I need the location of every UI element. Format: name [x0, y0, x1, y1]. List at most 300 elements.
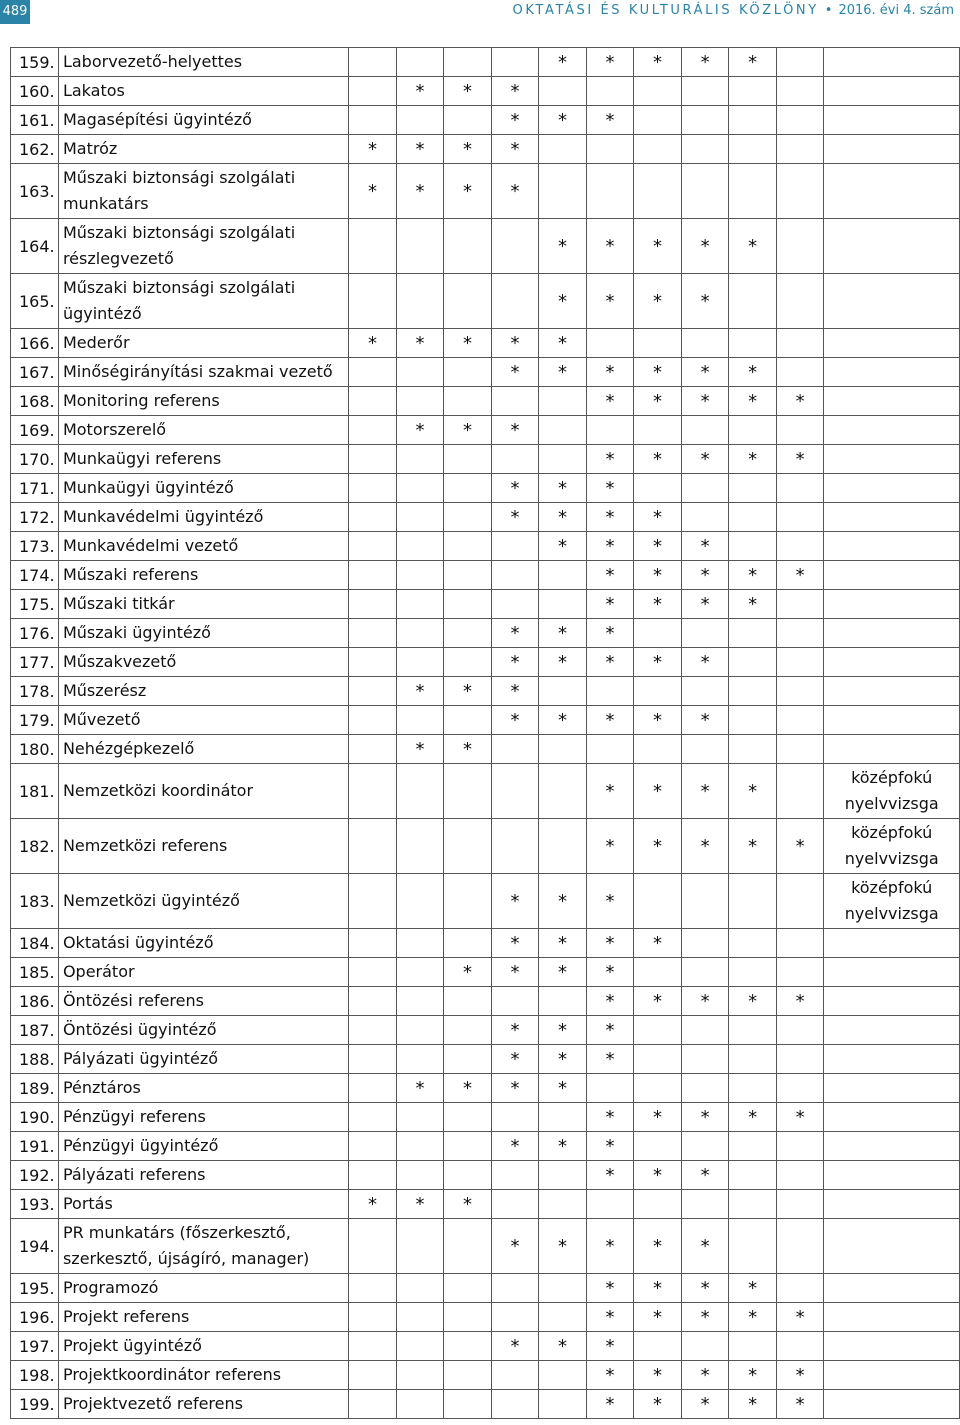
grade-cell [539, 387, 587, 416]
requirement-note [824, 1016, 960, 1045]
grade-cell [349, 648, 397, 677]
grade-cell [444, 706, 492, 735]
page-number: 489 [0, 0, 30, 24]
grade-cell [349, 590, 397, 619]
job-title: Műszaki biztonsági szolgálati részlegvezető [58, 219, 348, 274]
grade-cell: * [586, 764, 634, 819]
grade-cell [396, 819, 444, 874]
grade-cell [396, 219, 444, 274]
job-title: Projektkoordinátor referens [58, 1361, 348, 1390]
grade-cell: * [681, 987, 729, 1016]
grade-cell [349, 706, 397, 735]
table-row [11, 874, 960, 929]
grade-cell [586, 1190, 634, 1219]
row-number: 187. [11, 1016, 59, 1045]
grade-cell [396, 1219, 444, 1274]
requirement-note [824, 274, 960, 329]
grade-cell [729, 416, 777, 445]
requirement-note [824, 532, 960, 561]
grade-cell: * [681, 1219, 729, 1274]
grade-cell: * [586, 706, 634, 735]
table-row [11, 987, 960, 1016]
grade-cell [491, 1190, 539, 1219]
grade-cell [444, 1274, 492, 1303]
grade-cell [729, 1219, 777, 1274]
grade-cell [729, 735, 777, 764]
grade-cell [444, 503, 492, 532]
grade-cell [396, 1274, 444, 1303]
grade-cell [729, 77, 777, 106]
grade-cell [491, 1390, 539, 1419]
grade-cell [634, 1045, 682, 1074]
grade-cell: * [444, 1190, 492, 1219]
grade-cell: * [444, 677, 492, 706]
grade-cell: * [539, 648, 587, 677]
row-number: 162. [11, 135, 59, 164]
grade-cell [539, 590, 587, 619]
grade-cell: * [681, 274, 729, 329]
grade-cell: * [539, 503, 587, 532]
grade-cell: * [681, 764, 729, 819]
requirement-note [824, 590, 960, 619]
grade-cell: * [539, 532, 587, 561]
grade-cell [349, 735, 397, 764]
row-number: 182. [11, 819, 59, 874]
grade-cell: * [586, 503, 634, 532]
grade-cell: * [586, 1016, 634, 1045]
requirement-note [824, 619, 960, 648]
grade-cell [491, 764, 539, 819]
grade-cell: * [729, 987, 777, 1016]
requirement-note: középfokú nyelvvizsga [824, 874, 960, 929]
job-title: Műszaki biztonsági szolgálati ügyintéző [58, 274, 348, 329]
requirement-note [824, 474, 960, 503]
grade-cell [681, 958, 729, 987]
table-row [11, 648, 960, 677]
grade-cell [539, 164, 587, 219]
grade-cell: * [539, 48, 587, 77]
row-number: 197. [11, 1332, 59, 1361]
grade-cell: * [634, 819, 682, 874]
grade-cell: * [729, 561, 777, 590]
row-number: 167. [11, 358, 59, 387]
grade-cell [349, 416, 397, 445]
grade-cell: * [586, 1103, 634, 1132]
row-number: 186. [11, 987, 59, 1016]
grade-cell: * [349, 164, 397, 219]
row-number: 164. [11, 219, 59, 274]
grade-cell [396, 503, 444, 532]
grade-cell [396, 445, 444, 474]
grade-cell: * [491, 329, 539, 358]
grade-cell [349, 929, 397, 958]
grade-cell [729, 619, 777, 648]
grade-cell [349, 1332, 397, 1361]
grade-cell [491, 274, 539, 329]
grade-cell: * [349, 135, 397, 164]
grade-cell: * [586, 1332, 634, 1361]
grade-cell: * [776, 561, 824, 590]
grade-cell: * [681, 1303, 729, 1332]
grade-cell [729, 532, 777, 561]
grade-cell [349, 1016, 397, 1045]
grade-cell: * [586, 1219, 634, 1274]
grade-cell [776, 648, 824, 677]
grade-cell [729, 329, 777, 358]
grade-cell [349, 1303, 397, 1332]
grade-cell [729, 874, 777, 929]
grade-cell [396, 590, 444, 619]
grade-cell [539, 445, 587, 474]
journal-title-line [512, 3, 954, 18]
grade-cell: * [539, 358, 587, 387]
grade-cell [776, 106, 824, 135]
row-number: 189. [11, 1074, 59, 1103]
grade-cell: * [491, 929, 539, 958]
job-title: Öntözési referens [58, 987, 348, 1016]
grade-cell [444, 619, 492, 648]
grade-cell [396, 48, 444, 77]
grade-cell [491, 1361, 539, 1390]
requirement-note [824, 164, 960, 219]
requirement-note [824, 1045, 960, 1074]
grade-cell [586, 416, 634, 445]
grade-cell [539, 764, 587, 819]
row-number: 198. [11, 1361, 59, 1390]
requirement-note [824, 929, 960, 958]
grade-cell [776, 219, 824, 274]
grade-cell [491, 387, 539, 416]
table-row [11, 1190, 960, 1219]
row-number: 166. [11, 329, 59, 358]
grade-cell [444, 929, 492, 958]
grade-cell [444, 590, 492, 619]
grade-cell [349, 561, 397, 590]
grade-cell: * [634, 1303, 682, 1332]
grade-cell: * [444, 735, 492, 764]
requirement-note [824, 1190, 960, 1219]
table-row [11, 445, 960, 474]
grade-cell [776, 358, 824, 387]
grade-cell [681, 164, 729, 219]
grade-cell: * [681, 1103, 729, 1132]
grade-cell [444, 1361, 492, 1390]
grade-cell [491, 1274, 539, 1303]
grade-cell [681, 1045, 729, 1074]
grade-cell [586, 329, 634, 358]
grade-cell: * [491, 358, 539, 387]
table-row [11, 677, 960, 706]
table-row [11, 1161, 960, 1190]
grade-cell: * [396, 1074, 444, 1103]
job-title: Portás [58, 1190, 348, 1219]
grade-cell [729, 1074, 777, 1103]
grade-cell: * [634, 532, 682, 561]
grade-cell: * [681, 387, 729, 416]
job-title: Munkaügyi ügyintéző [58, 474, 348, 503]
grade-cell: * [491, 706, 539, 735]
grade-cell [776, 416, 824, 445]
table-row [11, 329, 960, 358]
grade-cell [776, 619, 824, 648]
table-row [11, 929, 960, 958]
grade-cell: * [729, 1303, 777, 1332]
job-title: Nemzetközi ügyintéző [58, 874, 348, 929]
grade-cell [396, 561, 444, 590]
grade-cell [681, 677, 729, 706]
grade-cell [444, 387, 492, 416]
grade-cell [349, 987, 397, 1016]
grade-cell [396, 619, 444, 648]
table-row [11, 274, 960, 329]
grade-cell [681, 1074, 729, 1103]
table-row [11, 764, 960, 819]
grade-cell [681, 135, 729, 164]
grade-cell [444, 1103, 492, 1132]
grade-cell [539, 561, 587, 590]
grade-cell: * [634, 764, 682, 819]
grade-cell [729, 929, 777, 958]
row-number: 196. [11, 1303, 59, 1332]
grade-cell [349, 1161, 397, 1190]
grade-cell: * [729, 819, 777, 874]
grade-cell [491, 1103, 539, 1132]
grade-cell [729, 503, 777, 532]
grade-cell: * [586, 219, 634, 274]
grade-cell: * [729, 445, 777, 474]
grade-cell: * [586, 1132, 634, 1161]
grade-cell: * [539, 874, 587, 929]
grade-cell [349, 1361, 397, 1390]
grade-cell: * [586, 1045, 634, 1074]
grade-cell [539, 987, 587, 1016]
grade-cell: * [681, 819, 729, 874]
grade-cell: * [776, 819, 824, 874]
grade-cell [349, 677, 397, 706]
grade-cell: * [444, 1074, 492, 1103]
job-title: Laborvezető-helyettes [58, 48, 348, 77]
grade-cell [444, 1016, 492, 1045]
grade-cell [634, 106, 682, 135]
row-number: 184. [11, 929, 59, 958]
grade-cell [634, 958, 682, 987]
grade-cell [776, 1190, 824, 1219]
grade-cell [396, 1332, 444, 1361]
requirement-note: középfokú nyelvvizsga [824, 764, 960, 819]
grade-cell: * [634, 358, 682, 387]
grade-cell [776, 958, 824, 987]
grade-cell [539, 135, 587, 164]
grade-cell [634, 735, 682, 764]
grade-cell: * [634, 1161, 682, 1190]
row-number: 178. [11, 677, 59, 706]
grade-cell [349, 77, 397, 106]
grade-cell: * [729, 48, 777, 77]
grade-cell [776, 1161, 824, 1190]
grade-cell: * [681, 1390, 729, 1419]
grade-cell [444, 648, 492, 677]
grade-cell [539, 1190, 587, 1219]
grade-cell [349, 445, 397, 474]
grade-cell: * [634, 1103, 682, 1132]
grade-cell: * [539, 1045, 587, 1074]
grade-cell [634, 77, 682, 106]
requirement-note [824, 1274, 960, 1303]
grade-cell [396, 929, 444, 958]
grade-cell [776, 77, 824, 106]
grade-cell: * [586, 532, 634, 561]
table-row [11, 1132, 960, 1161]
requirement-note [824, 219, 960, 274]
table-row [11, 1390, 960, 1419]
grade-cell [681, 735, 729, 764]
grade-cell: * [729, 590, 777, 619]
grade-cell: * [729, 387, 777, 416]
grade-cell: * [491, 874, 539, 929]
grade-cell: * [729, 1103, 777, 1132]
grade-cell [681, 874, 729, 929]
grade-cell: * [586, 387, 634, 416]
table-row [11, 819, 960, 874]
grade-cell [634, 474, 682, 503]
grade-cell: * [491, 474, 539, 503]
grade-cell [776, 48, 824, 77]
grade-cell [729, 1132, 777, 1161]
row-number: 168. [11, 387, 59, 416]
grade-cell: * [539, 706, 587, 735]
grade-cell [349, 106, 397, 135]
table-row [11, 387, 960, 416]
grade-cell [634, 677, 682, 706]
grade-cell [444, 1045, 492, 1074]
table-row [11, 1303, 960, 1332]
grade-cell: * [681, 1274, 729, 1303]
grade-cell: * [349, 329, 397, 358]
grade-cell: * [634, 48, 682, 77]
row-number: 199. [11, 1390, 59, 1419]
grade-cell [729, 1016, 777, 1045]
job-title: Matróz [58, 135, 348, 164]
grade-cell [776, 874, 824, 929]
grade-cell [681, 1132, 729, 1161]
table-row [11, 1045, 960, 1074]
row-number: 195. [11, 1274, 59, 1303]
grade-cell: * [634, 503, 682, 532]
table-row [11, 1274, 960, 1303]
row-number: 176. [11, 619, 59, 648]
grade-cell: * [729, 1361, 777, 1390]
row-number: 188. [11, 1045, 59, 1074]
grade-cell: * [586, 274, 634, 329]
grade-cell [491, 735, 539, 764]
grade-cell [349, 358, 397, 387]
row-number: 192. [11, 1161, 59, 1190]
grade-cell [349, 764, 397, 819]
row-number: 175. [11, 590, 59, 619]
grade-cell: * [776, 1303, 824, 1332]
grade-cell: * [681, 1161, 729, 1190]
grade-cell: * [491, 106, 539, 135]
grade-cell [634, 329, 682, 358]
job-title: Oktatási ügyintéző [58, 929, 348, 958]
grade-cell: * [491, 1074, 539, 1103]
grade-cell [776, 929, 824, 958]
grade-cell [634, 1016, 682, 1045]
grade-cell [776, 474, 824, 503]
job-title: Műszaki titkár [58, 590, 348, 619]
requirement-note [824, 416, 960, 445]
table-row [11, 1332, 960, 1361]
grade-cell: * [586, 619, 634, 648]
grade-cell: * [681, 219, 729, 274]
grade-cell: * [634, 987, 682, 1016]
grade-cell [396, 532, 444, 561]
grade-cell [444, 48, 492, 77]
requirement-note [824, 1219, 960, 1274]
grade-cell [396, 1161, 444, 1190]
table-row [11, 106, 960, 135]
grade-cell: * [586, 474, 634, 503]
requirement-note [824, 1332, 960, 1361]
grade-cell [539, 1274, 587, 1303]
grade-cell [396, 1045, 444, 1074]
job-title: Lakatos [58, 77, 348, 106]
grade-cell [634, 1132, 682, 1161]
grade-cell [396, 874, 444, 929]
grade-cell [444, 1161, 492, 1190]
grade-cell [444, 1390, 492, 1419]
grade-cell [729, 1332, 777, 1361]
table-row [11, 503, 960, 532]
grade-cell [681, 1332, 729, 1361]
grade-cell: * [491, 1045, 539, 1074]
row-number: 169. [11, 416, 59, 445]
job-title: Magasépítési ügyintéző [58, 106, 348, 135]
grade-cell [586, 164, 634, 219]
requirement-note [824, 48, 960, 77]
requirement-note [824, 77, 960, 106]
grade-cell [776, 1074, 824, 1103]
grade-cell [539, 735, 587, 764]
grade-cell [396, 1132, 444, 1161]
grade-cell [444, 987, 492, 1016]
grade-cell [729, 274, 777, 329]
job-title: Műszakvezető [58, 648, 348, 677]
requirement-note [824, 677, 960, 706]
grade-cell [491, 561, 539, 590]
grade-cell [729, 1045, 777, 1074]
grade-cell [444, 1332, 492, 1361]
table-row [11, 1361, 960, 1390]
grade-cell: * [396, 677, 444, 706]
grade-cell: * [349, 1190, 397, 1219]
row-number: 177. [11, 648, 59, 677]
job-title: Munkaügyi referens [58, 445, 348, 474]
grade-cell: * [586, 106, 634, 135]
grade-cell [491, 1161, 539, 1190]
table-row [11, 416, 960, 445]
grade-cell [444, 219, 492, 274]
grade-cell: * [586, 874, 634, 929]
grade-cell [776, 274, 824, 329]
grade-cell: * [491, 77, 539, 106]
grade-cell [444, 1219, 492, 1274]
grade-cell [444, 874, 492, 929]
table-row [11, 1016, 960, 1045]
requirement-note [824, 648, 960, 677]
grade-cell: * [776, 1103, 824, 1132]
grade-cell: * [539, 958, 587, 987]
